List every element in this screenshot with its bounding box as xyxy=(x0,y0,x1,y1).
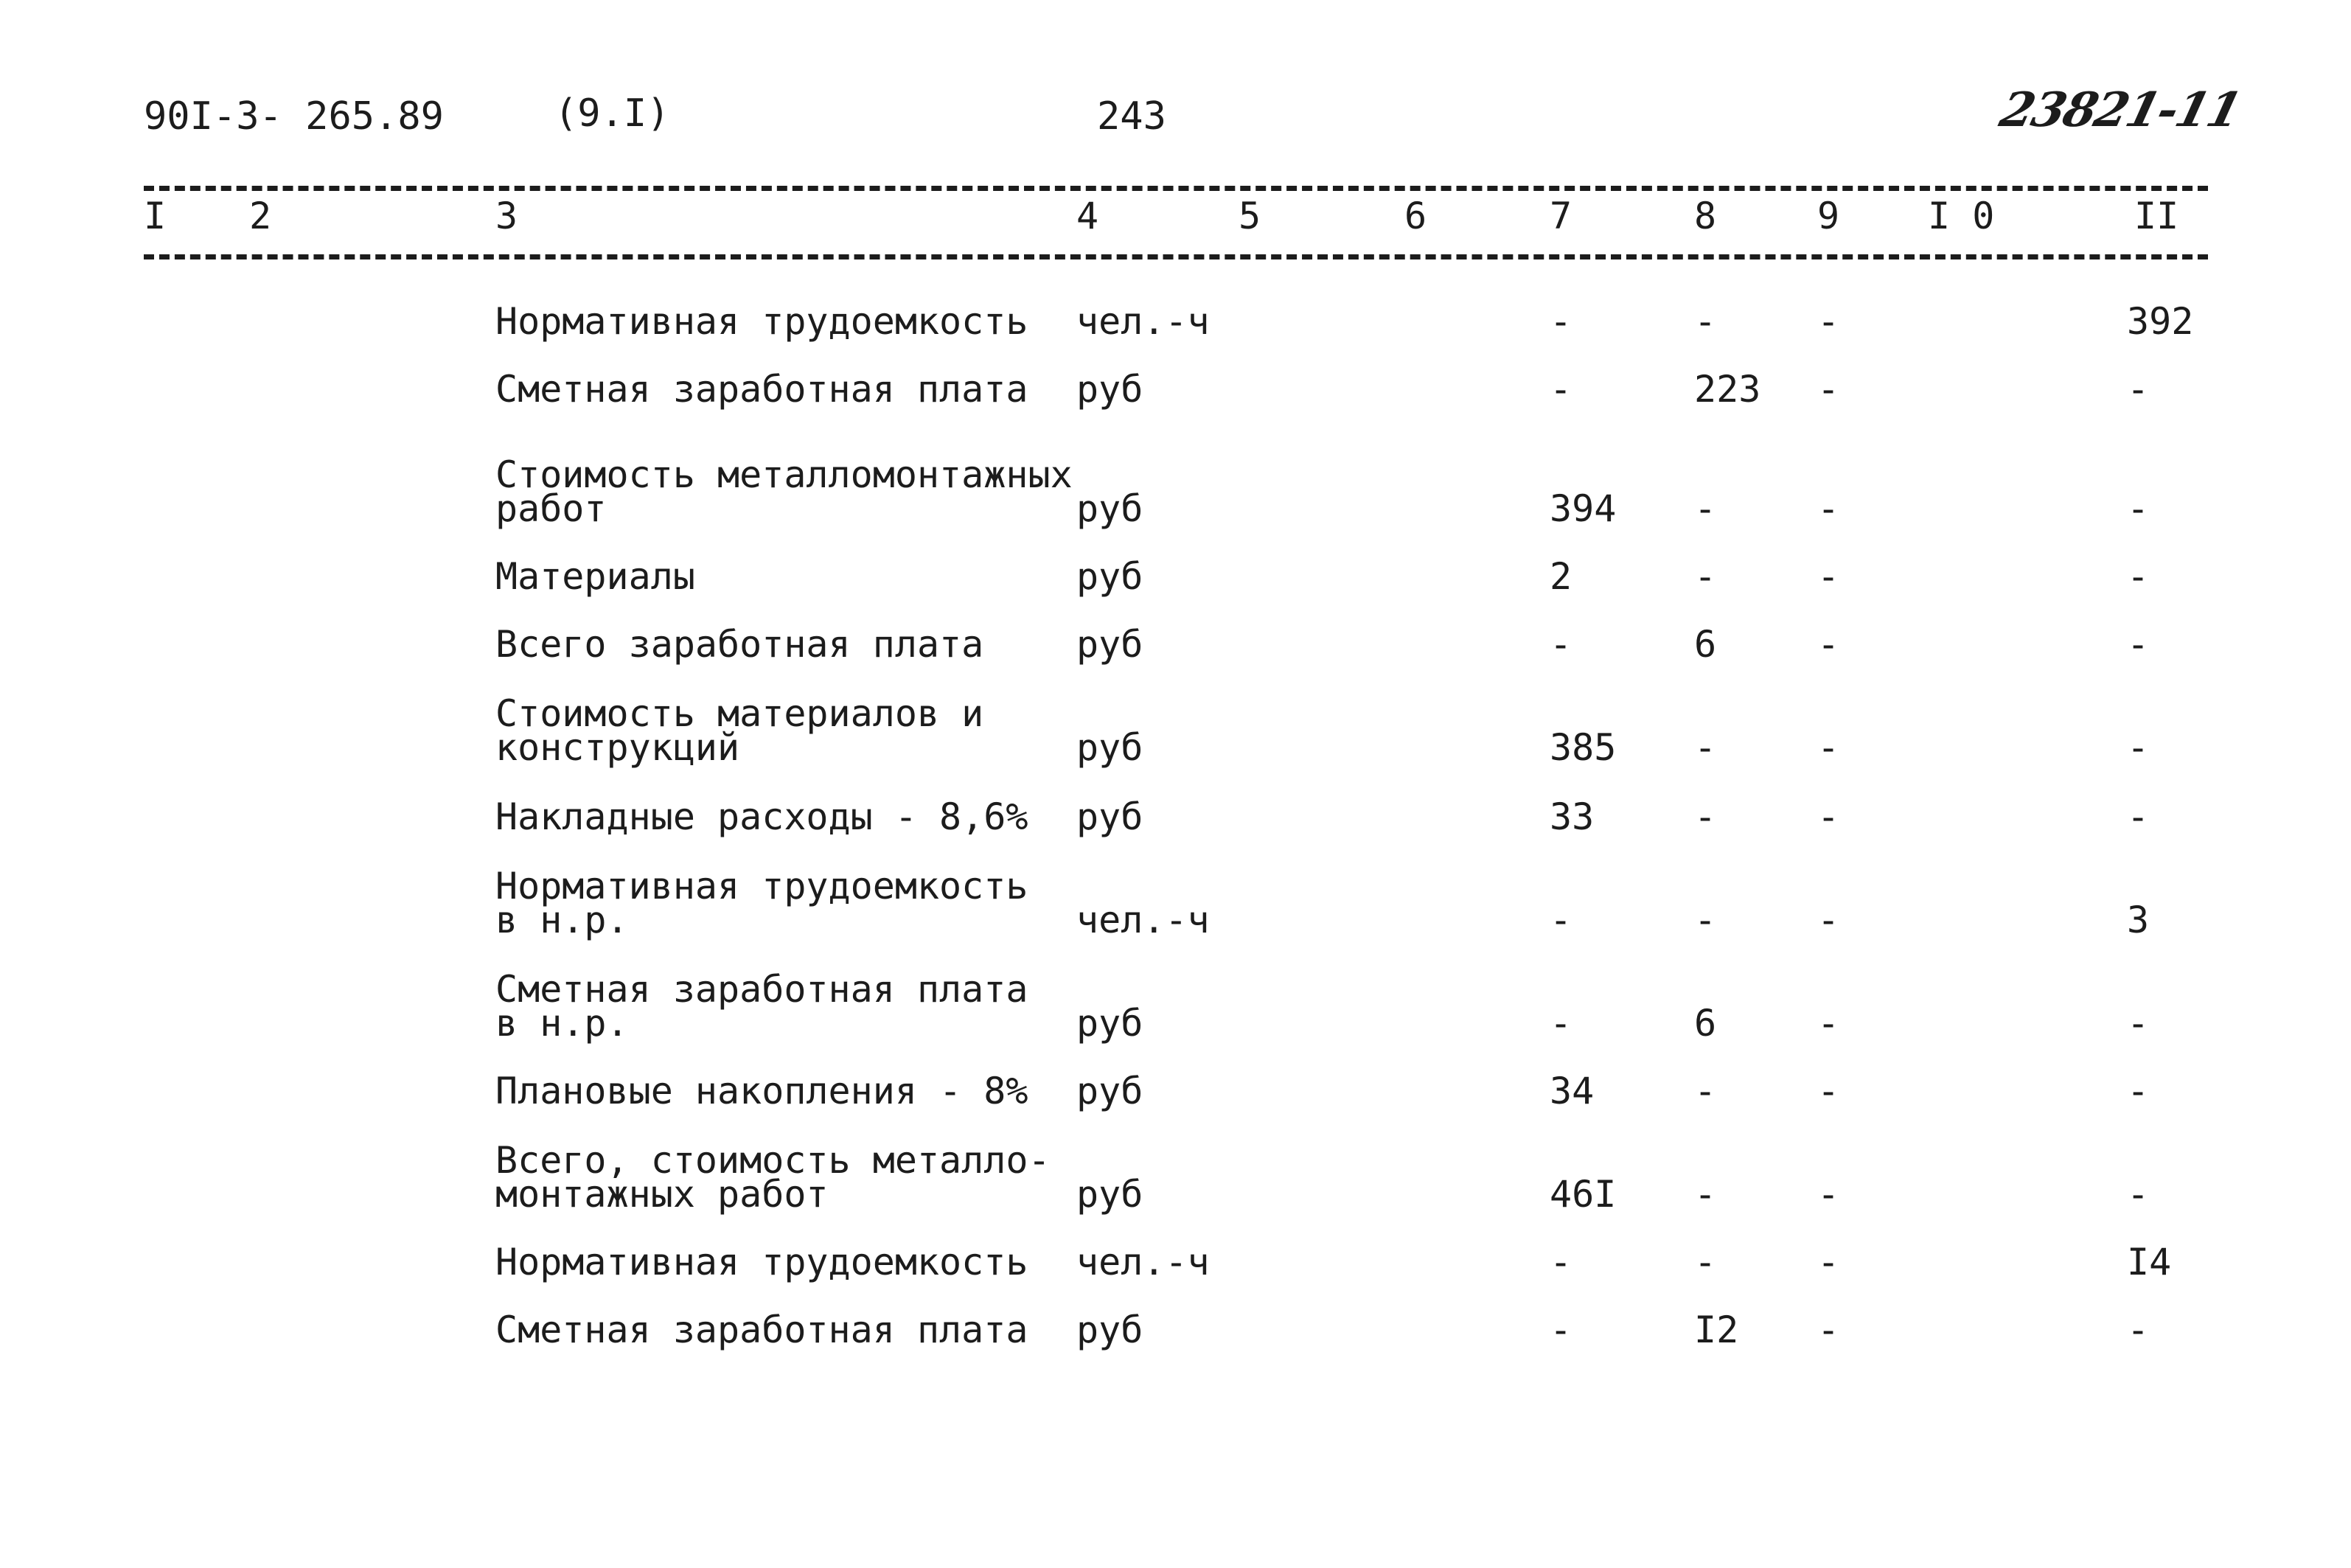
row-unit: чел.-ч xyxy=(1076,1241,1210,1283)
row-col-9: - xyxy=(1817,487,1840,530)
row-description: Всего, стоимость металло- монтажных работ xyxy=(495,1139,1051,1216)
row-description: Нормативная трудоемкость в н.р. xyxy=(495,865,1028,941)
row-col-11: - xyxy=(2127,368,2150,411)
row-col-8: - xyxy=(1694,555,1717,598)
row-col-7: 33 xyxy=(1550,795,1595,838)
row-col-7: 46I xyxy=(1550,1173,1617,1216)
row-col-8: - xyxy=(1694,300,1717,343)
table-row xyxy=(0,795,2351,838)
row-col-9: - xyxy=(1817,726,1840,769)
row-col-11: 392 xyxy=(2127,300,2194,343)
column-header-10: I 0 xyxy=(1928,195,1995,237)
row-col-7: 385 xyxy=(1550,726,1617,769)
row-description: Накладные расходы - 8,6% xyxy=(495,795,1028,838)
row-col-8: - xyxy=(1694,1173,1717,1216)
table-row xyxy=(0,1139,2351,1216)
row-description: Сметная заработная плата в н.р. xyxy=(495,968,1028,1045)
row-unit: чел.-ч xyxy=(1076,899,1210,941)
row-col-8: - xyxy=(1694,1241,1717,1283)
row-col-7: - xyxy=(1550,300,1572,343)
row-col-8: - xyxy=(1694,1070,1717,1112)
row-col-7: - xyxy=(1550,1309,1572,1351)
header-top-rule xyxy=(144,186,2208,191)
row-col-7: 2 xyxy=(1550,555,1572,598)
row-col-8: - xyxy=(1694,899,1717,941)
row-unit: руб xyxy=(1076,623,1143,666)
row-col-9: - xyxy=(1817,623,1840,666)
row-col-9: - xyxy=(1817,1070,1840,1112)
row-col-11: - xyxy=(2127,795,2150,838)
section-number: (9.I) xyxy=(554,91,670,136)
row-unit: чел.-ч xyxy=(1076,300,1210,343)
row-unit: руб xyxy=(1076,1002,1143,1045)
page-number: 243 xyxy=(1097,94,1166,139)
row-col-11: - xyxy=(2127,1070,2150,1112)
row-description: Стоимость материалов и конструкций xyxy=(495,692,984,769)
row-col-9: - xyxy=(1817,795,1840,838)
row-col-7: 34 xyxy=(1550,1070,1595,1112)
column-header-8: 8 xyxy=(1694,195,1717,237)
row-unit: руб xyxy=(1076,795,1143,838)
row-col-9: - xyxy=(1817,300,1840,343)
row-unit: руб xyxy=(1076,726,1143,769)
document-code: 90I-3- 265.89 xyxy=(144,94,444,139)
column-header-2: 2 xyxy=(249,195,272,237)
table-row xyxy=(0,1241,2351,1283)
row-col-9: - xyxy=(1817,1002,1840,1045)
column-header-3: 3 xyxy=(495,195,518,237)
row-col-8: 6 xyxy=(1694,623,1717,666)
table-row xyxy=(0,865,2351,941)
row-col-7: - xyxy=(1550,899,1572,941)
column-header-1: I xyxy=(144,195,167,237)
row-col-11: - xyxy=(2127,623,2150,666)
row-col-11: 3 xyxy=(2127,899,2150,941)
row-col-11: - xyxy=(2127,1173,2150,1216)
row-col-7: - xyxy=(1550,1002,1572,1045)
row-col-8: 6 xyxy=(1694,1002,1717,1045)
row-description: Всего заработная плата xyxy=(495,623,984,666)
row-col-11: - xyxy=(2127,726,2150,769)
row-col-9: - xyxy=(1817,1309,1840,1351)
row-description: Материалы xyxy=(495,555,695,598)
row-col-11: - xyxy=(2127,487,2150,530)
row-description: Стоимость металломонтажных работ xyxy=(495,453,1073,530)
row-unit: руб xyxy=(1076,1070,1143,1112)
row-col-9: - xyxy=(1817,1173,1840,1216)
row-col-8: 223 xyxy=(1694,368,1761,411)
column-header-9: 9 xyxy=(1817,195,1840,237)
row-unit: руб xyxy=(1076,555,1143,598)
column-header-5: 5 xyxy=(1239,195,1261,237)
column-header-6: 6 xyxy=(1404,195,1427,237)
row-col-7: - xyxy=(1550,368,1572,411)
row-unit: руб xyxy=(1076,368,1143,411)
row-description: Нормативная трудоемкость xyxy=(495,300,1028,343)
table-row xyxy=(0,453,2351,530)
column-header-4: 4 xyxy=(1076,195,1099,237)
table-row xyxy=(0,968,2351,1045)
row-col-8: - xyxy=(1694,726,1717,769)
handwritten-signature: 23821-11 xyxy=(1994,83,2246,138)
column-header-7: 7 xyxy=(1550,195,1572,237)
row-col-11: I4 xyxy=(2127,1241,2172,1283)
row-col-9: - xyxy=(1817,899,1840,941)
table-row xyxy=(0,368,2351,411)
row-unit: руб xyxy=(1076,487,1143,530)
row-unit: руб xyxy=(1076,1309,1143,1351)
row-description: Нормативная трудоемкость xyxy=(495,1241,1028,1283)
row-col-9: - xyxy=(1817,368,1840,411)
row-col-8: - xyxy=(1694,795,1717,838)
row-col-7: 394 xyxy=(1550,487,1617,530)
table-row xyxy=(0,1309,2351,1351)
row-unit: руб xyxy=(1076,1173,1143,1216)
row-description: Плановые накопления - 8% xyxy=(495,1070,1028,1112)
row-description: Сметная заработная плата xyxy=(495,1309,1028,1351)
row-col-11: - xyxy=(2127,1309,2150,1351)
table-row xyxy=(0,1070,2351,1112)
row-col-7: - xyxy=(1550,1241,1572,1283)
row-col-8: I2 xyxy=(1694,1309,1739,1351)
row-col-11: - xyxy=(2127,1002,2150,1045)
header-bottom-rule xyxy=(144,254,2208,259)
row-col-9: - xyxy=(1817,555,1840,598)
row-col-9: - xyxy=(1817,1241,1840,1283)
column-header-11: II xyxy=(2134,195,2179,237)
row-col-7: - xyxy=(1550,623,1572,666)
row-col-11: - xyxy=(2127,555,2150,598)
row-description: Сметная заработная плата xyxy=(495,368,1028,411)
row-col-8: - xyxy=(1694,487,1717,530)
